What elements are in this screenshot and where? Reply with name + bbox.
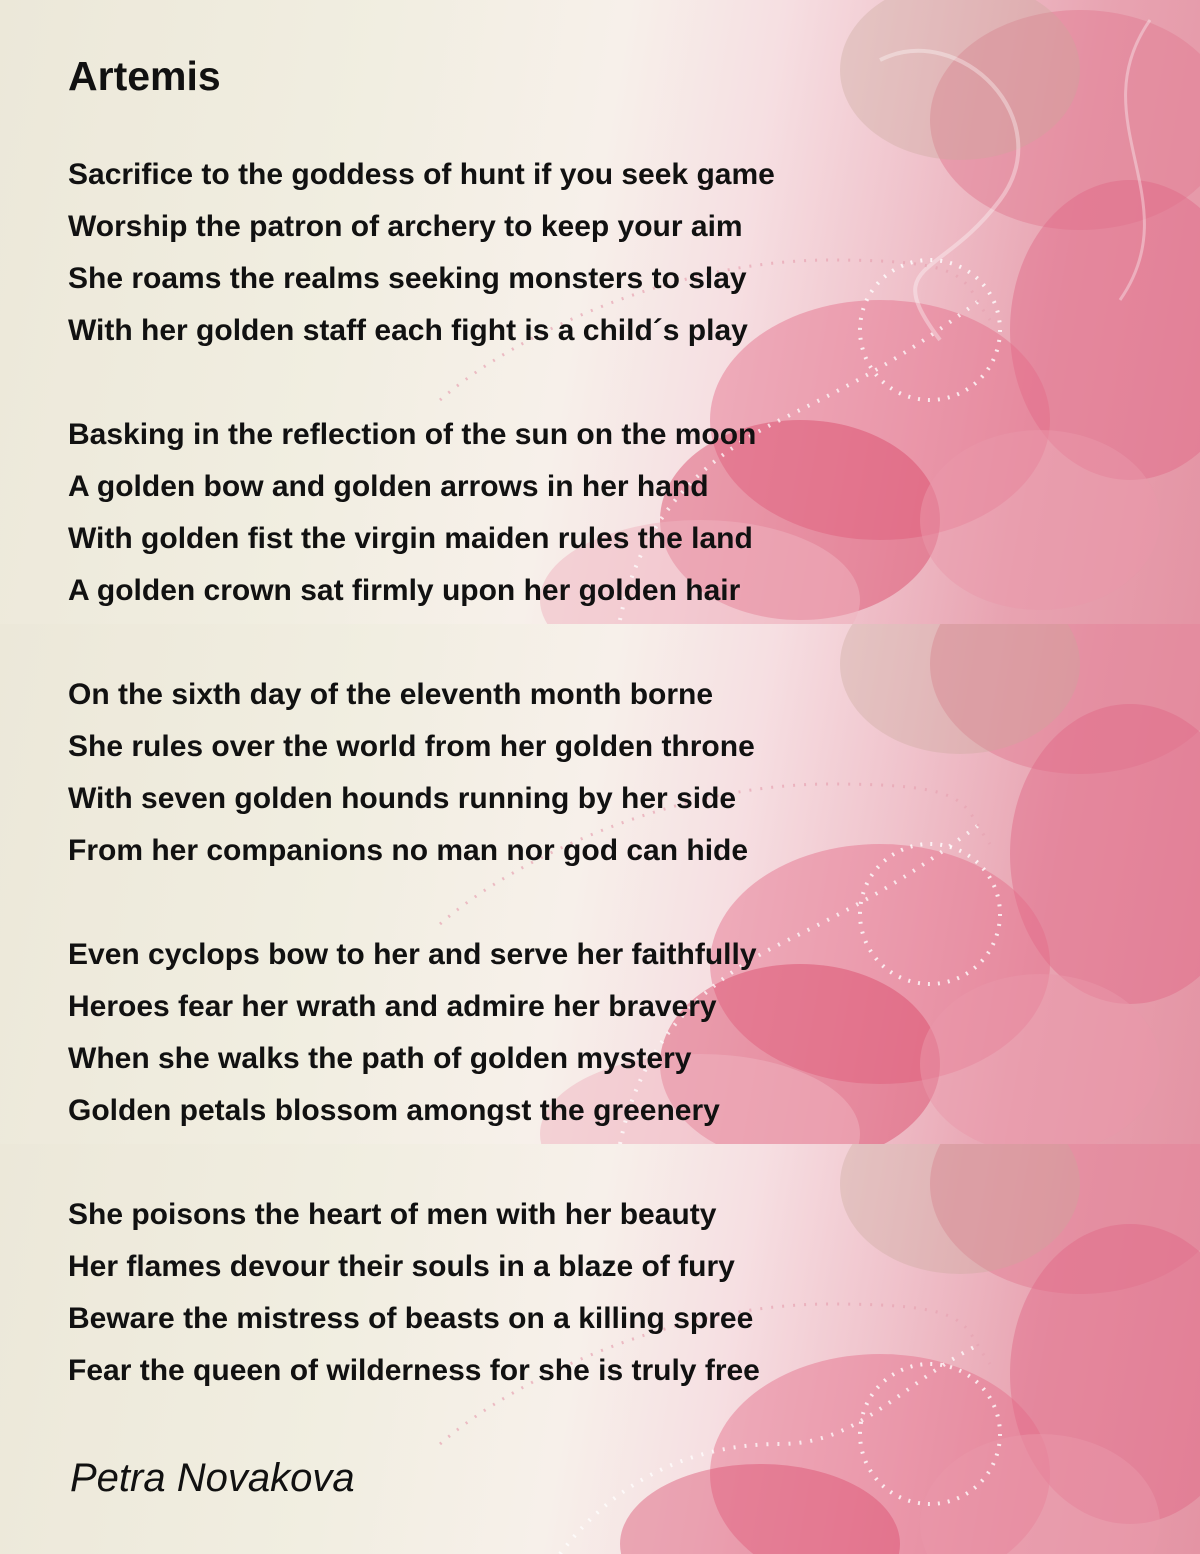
poem-line: Her flames devour their souls in a blaze of fury <box>68 1250 735 1283</box>
poem-line: When she walks the path of golden mystery <box>68 1042 692 1075</box>
poem-line: Beware the mistress of beasts on a killing spree <box>68 1302 754 1335</box>
poem-line: Worship the patron of archery to keep your aim <box>68 210 743 243</box>
poem-line: A golden crown sat firmly upon her golden hair <box>68 574 741 607</box>
poem-line: She rules over the world from her golden throne <box>68 730 755 763</box>
poem-line: Even cyclops bow to her and serve her faithfully <box>68 938 757 971</box>
poem-line: She poisons the heart of men with her beauty <box>68 1198 717 1231</box>
poem-line: With golden fist the virgin maiden rules the land <box>68 522 753 555</box>
poem-line: From her companions no man nor god can hide <box>68 834 749 867</box>
poem-line: With her golden staff each fight is a child´s play <box>68 314 748 347</box>
poem-line: She roams the realms seeking monsters to slay <box>68 262 747 295</box>
poem-line: Basking in the reflection of the sun on the moon <box>68 418 757 451</box>
poem-line: Sacrifice to the goddess of hunt if you seek game <box>68 158 775 191</box>
poem-author: Petra Novakova <box>70 1456 355 1500</box>
poem-line: Golden petals blossom amongst the greenery <box>68 1094 720 1127</box>
poem-line: With seven golden hounds running by her side <box>68 782 737 815</box>
poem-line: A golden bow and golden arrows in her hand <box>68 470 709 503</box>
poem-line: On the sixth day of the eleventh month borne <box>68 678 714 711</box>
poem-line: Fear the queen of wilderness for she is truly free <box>68 1354 760 1387</box>
poem-line: Heroes fear her wrath and admire her bravery <box>68 990 717 1023</box>
poem-title: Artemis <box>68 53 221 99</box>
